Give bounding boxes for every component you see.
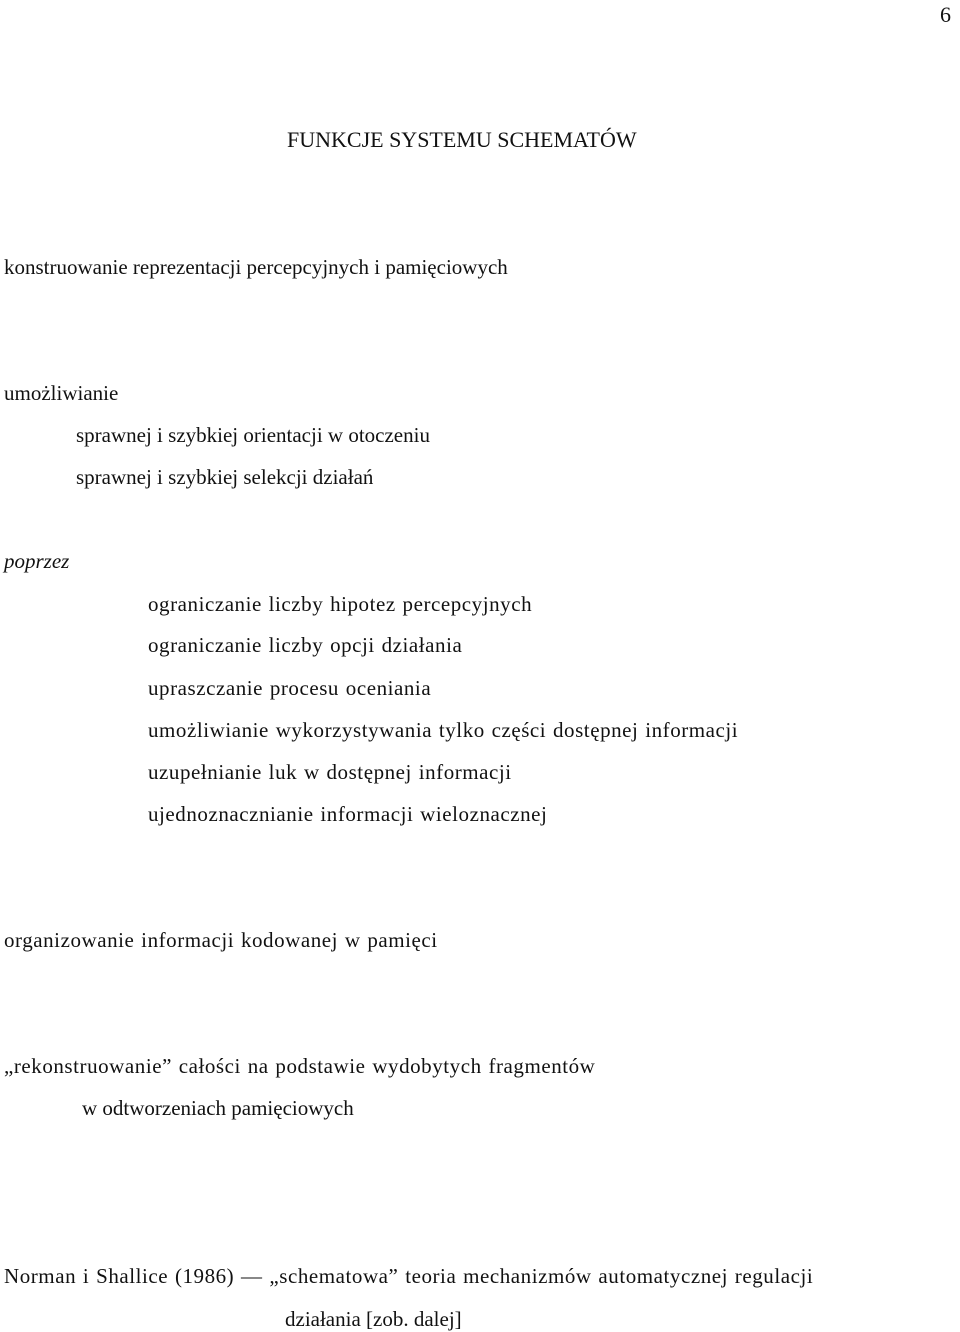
text-line-6: ograniczanie liczby hipotez percepcyjnych [148,592,533,616]
text-line-2: umożliwianie [4,381,119,405]
text-line-5: poprzez [4,549,70,573]
page-title: FUNKCJE SYSTEMU SCHEMATÓW [287,127,637,152]
text-line-9: umożliwianie wykorzystywania tylko części dostępnej informacji [148,718,739,742]
text-line-4: sprawnej i szybkiej selekcji działań [76,465,374,489]
text-line-13: „rekonstruowanie” całości na podstawie wydobytych fragmentów [4,1054,596,1078]
text-line-15: Norman i Shallice (1986) — „schematowa” teoria mechanizmów automatycznej regulacji [4,1264,814,1288]
text-line-8: upraszczanie procesu oceniania [148,676,432,700]
text-line-16: działania [zob. dalej] [285,1307,462,1331]
page-number: 6 [940,2,951,27]
text-line-14: w odtworzeniach pamięciowych [82,1096,354,1120]
text-line-1: konstruowanie reprezentacji percepcyjnych i pamięciowych [4,255,508,279]
text-line-11: ujednoznacznianie informacji wieloznacznej [148,802,548,826]
text-line-7: ograniczanie liczby opcji działania [148,633,463,657]
text-line-10: uzupełnianie luk w dostępnej informacji [148,760,512,784]
text-line-12: organizowanie informacji kodowanej w pamięci [4,928,438,952]
text-line-3: sprawnej i szybkiej orientacji w otoczeniu [76,423,430,447]
